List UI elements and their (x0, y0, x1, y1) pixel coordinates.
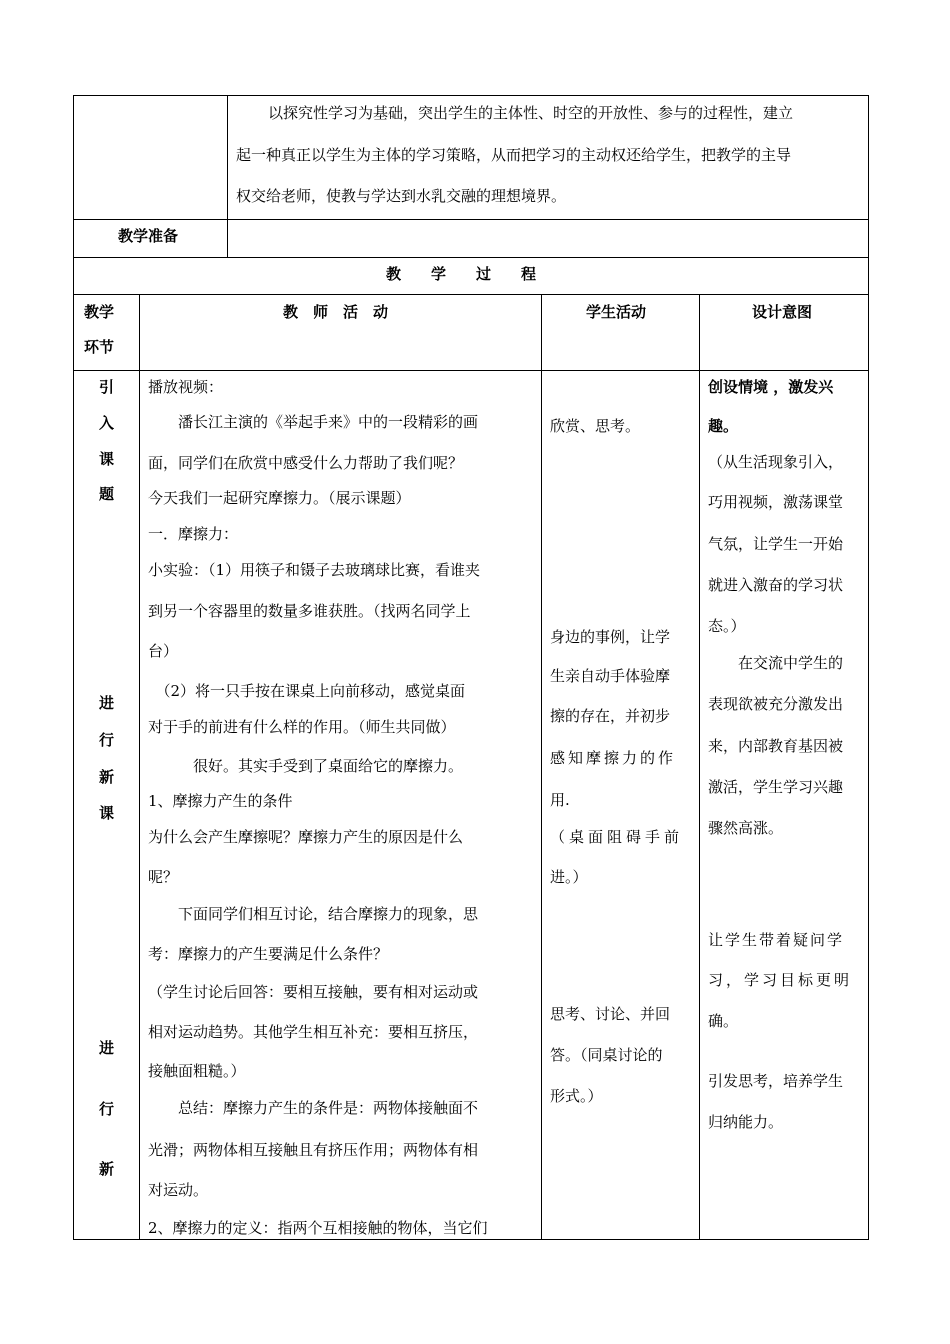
teacher-line: （学生讨论后回答：要相互接触，要有相对运动或 (148, 983, 479, 1001)
table-border-right (868, 95, 869, 1240)
teacher-line: 台） (148, 642, 179, 660)
design-line: 骤然高涨。 (708, 819, 784, 837)
teacher-line: 对运动。 (148, 1181, 209, 1199)
teacher-line: 潘长江主演的《举起手来》中的一段精彩的画 (148, 413, 479, 431)
design-line: 归纳能力。 (708, 1113, 784, 1131)
student-line: 进。） (550, 868, 588, 886)
stage-char: 新 (99, 1160, 115, 1178)
teacher-line: 2、摩擦力的定义：指两个互相接触的物体，当它们 (148, 1219, 488, 1237)
design-line: 就进入激奋的学习状 (708, 576, 844, 594)
teacher-line: （2）将一只手按在课桌上向前移动，感觉桌面 (148, 682, 466, 700)
teacher-line: 1、摩擦力产生的条件 (148, 792, 293, 810)
intro-line: 以探究性学习为基础，突出学生的主体性、时空的开放性、参与的过程性，建立 (268, 104, 794, 122)
col-divider-student (699, 294, 700, 1240)
stage-char: 题 (99, 485, 115, 503)
header-teacher: 教 师 活 动 (283, 303, 389, 321)
header-design: 设计意图 (752, 303, 813, 321)
student-line: 擦的存在，并初步 (550, 707, 671, 725)
intro-line: 起一种真正以学生为主体的学习策略，从而把学习的主动权还给学生，把教学的主导 (236, 146, 792, 164)
teacher-line: 接触面粗糙。） (148, 1062, 246, 1080)
stage-char: 新 (99, 768, 115, 786)
teacher-line: 总结：摩擦力产生的条件是：两物体接触面不 (148, 1099, 479, 1117)
teacher-line: 到另一个容器里的数量多谁获胜。（找两名同学上 (148, 602, 471, 620)
design-line: 来，内部教育基因被 (708, 737, 844, 755)
design-line: 态。） (708, 617, 746, 635)
student-line: 思考、讨论、并回 (550, 1005, 671, 1023)
design-line: 巧用视频，激荡课堂 (708, 493, 844, 511)
student-line: （桌面阻碍手前 (550, 828, 684, 846)
student-line: 生亲自动手体验摩 (550, 667, 671, 685)
stage-char: 引 (99, 378, 115, 396)
teacher-line: 相对运动趋势。其他学生相互补充：要相互挤压， (148, 1023, 479, 1041)
student-line: 欣赏、思考。 (550, 417, 641, 435)
row-divider-process (73, 257, 869, 258)
student-line: 用. (550, 791, 570, 809)
design-line: 创设情境 ，激发兴 (708, 378, 834, 396)
stage-char: 课 (99, 804, 115, 822)
design-line: 确。 (708, 1012, 739, 1030)
design-line: 气氛，让学生一开始 (708, 535, 844, 553)
teacher-line: 一．摩擦力： (148, 525, 239, 543)
teacher-line: 呢？ (148, 868, 179, 886)
stage-char: 课 (99, 450, 115, 468)
table-border-top (73, 95, 869, 96)
design-line: 引发思考，培养学生 (708, 1072, 844, 1090)
teacher-line: 面，同学们在欣赏中感受什么力帮助了我们呢？ (148, 454, 464, 472)
table-border-left (73, 95, 74, 1240)
design-line: 让学生带着疑问学 (708, 931, 845, 949)
teacher-line: 播放视频： (148, 378, 224, 396)
row-divider-body (73, 370, 869, 371)
table-border-bottom (73, 1239, 869, 1240)
top-col-divider (227, 95, 228, 257)
design-line: 习，学习目标更明 (708, 971, 853, 989)
stage-char: 行 (99, 1100, 115, 1118)
intro-line: 权交给老师，使教与学达到水乳交融的理想境界。 (236, 187, 567, 205)
teacher-line: 光滑；两物体相互接触且有挤压作用；两物体有相 (148, 1141, 479, 1159)
header-stage-line2: 环节 (84, 338, 115, 356)
process-title: 教 学 过 程 (386, 265, 537, 283)
teacher-line: 考：摩擦力的产生要满足什么条件？ (148, 945, 389, 963)
header-student: 学生活动 (586, 303, 647, 321)
design-line: 表现欲被充分激发出 (708, 695, 844, 713)
teacher-line: 对于手的前进有什么样的作用。（师生共同做） (148, 718, 456, 736)
design-line: 在交流中学生的 (708, 654, 844, 672)
design-line: 激活，学生学习兴趣 (708, 778, 844, 796)
teacher-line: 下面同学们相互讨论，结合摩擦力的现象，思 (148, 905, 479, 923)
stage-char: 进 (99, 694, 115, 712)
teacher-line: 小实验：（1）用筷子和镊子去玻璃球比赛，看谁夹 (148, 561, 481, 579)
col-divider-stage (139, 294, 140, 1240)
student-line: 答。（同桌讨论的 (550, 1046, 663, 1064)
header-stage-line1: 教学 (84, 303, 115, 321)
row-divider-header (73, 294, 869, 295)
col-divider-teacher (541, 294, 542, 1240)
student-line: 形式。） (550, 1087, 603, 1105)
row-divider-prep (73, 219, 869, 220)
prep-label: 教学准备 (118, 227, 179, 245)
teacher-line: 今天我们一起研究摩擦力。（展示课题） (148, 489, 411, 507)
stage-char: 进 (99, 1039, 115, 1057)
design-line: 趣。 (708, 417, 739, 435)
stage-char: 入 (99, 414, 115, 432)
teacher-line: 很好。其实手受到了桌面给它的摩擦力。 (148, 757, 464, 775)
design-line: （从生活现象引入， (708, 453, 844, 471)
stage-char: 行 (99, 731, 115, 749)
teacher-line: 为什么会产生摩擦呢？摩擦力产生的原因是什么 (148, 828, 464, 846)
student-line: 感知摩擦力的作 (550, 749, 677, 767)
student-line: 身边的事例，让学 (550, 628, 671, 646)
